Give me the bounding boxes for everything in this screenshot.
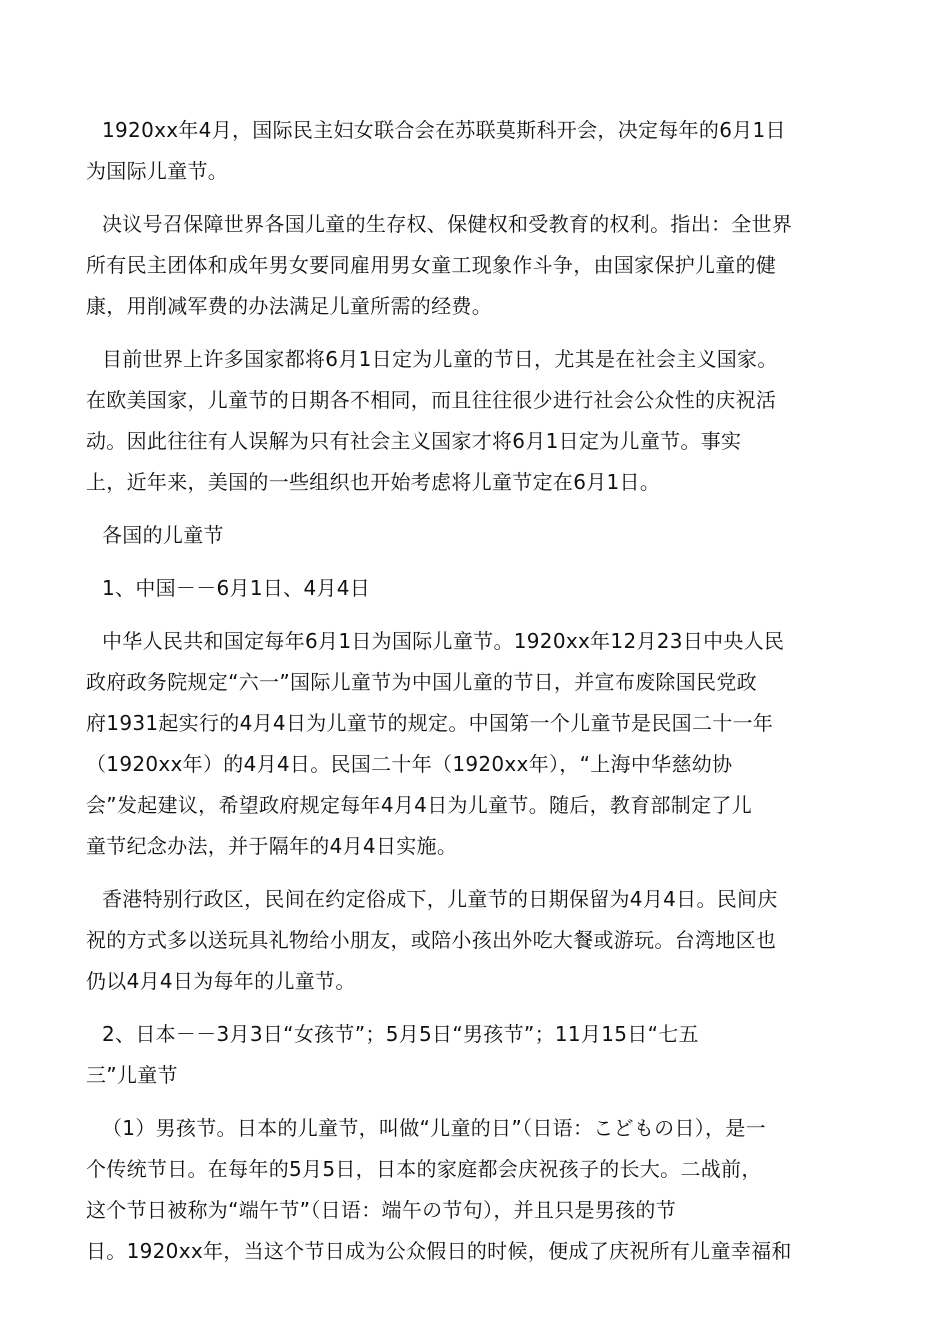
- paragraph-3: [86, 339, 866, 503]
- text-line: 香港特别行政区，民间在约定俗成下，儿童节的日期保留为4月4日。民间庆: [102, 887, 778, 911]
- text-line: 所有民主团体和成年男女要同雇用男女童工现象作斗争，由国家保护儿童的健: [86, 253, 777, 277]
- text-line: 中华人民共和国定每年6月1日为国际儿童节。1920xx年12月23日中央人民: [102, 629, 785, 653]
- paragraph-china: [86, 621, 866, 867]
- text-line: 决议号召保障世界各国儿童的生存权、保健权和受教育的权利。指出：全世界: [102, 212, 793, 236]
- text-line: 各国的儿童节: [102, 523, 224, 547]
- document-body: [86, 110, 866, 1284]
- text-line: （1）男孩节。日本的儿童节，叫做“儿童的日”（日语：こどもの日），是一: [102, 1116, 766, 1140]
- text-line: 上，近年来，美国的一些组织也开始考虑将儿童节定在6月1日。: [86, 470, 661, 494]
- text-line: 1920xx年4月，国际民主妇女联合会在苏联莫斯科开会，决定每年的6月1日: [102, 118, 786, 142]
- paragraph-hongkong: [86, 879, 866, 1002]
- text-line: 康，用削减军费的办法满足儿童所需的经费。: [86, 294, 492, 318]
- text-line: 仍以4月4日为每年的儿童节。: [86, 969, 356, 993]
- paragraph-japan-boys-day: [86, 1108, 866, 1272]
- paragraph-2: [86, 204, 866, 327]
- text-line: 目前世界上许多国家都将6月1日定为儿童的节日，尤其是在社会主义国家。: [102, 347, 778, 371]
- text-line: 会”发起建议，希望政府规定每年4月4日为儿童节。随后，教育部制定了儿: [86, 793, 753, 817]
- paragraph-1: [86, 110, 866, 192]
- text-line: 府1931起实行的4月4日为儿童节的规定。中国第一个儿童节是民国二十一年: [86, 711, 774, 735]
- text-line: 动。因此往往有人误解为只有社会主义国家才将6月1日定为儿童节。事实: [86, 429, 742, 453]
- text-line: 个传统节日。在每年的5月5日，日本的家庭都会庆祝孩子的长大。二战前，: [86, 1157, 762, 1181]
- text-line: 政府政务院规定“六一”国际儿童节为中国儿童的节日，并宣布废除国民党政: [86, 670, 757, 694]
- section-heading: [86, 515, 866, 556]
- text-line: 这个节日被称为“端午节”（日语：端午の节句），并且只是男孩的节: [86, 1198, 677, 1222]
- text-line: 在欧美国家，儿童节的日期各不相同，而且往往很少进行社会公众性的庆祝活: [86, 388, 777, 412]
- text-line: （1920xx年）的4月4日。民国二十年（1920xx年），“上海中华慈幼协: [86, 752, 733, 776]
- text-line: 三”儿童节: [86, 1063, 178, 1087]
- subsection-heading-china: [86, 568, 866, 609]
- text-line: 祝的方式多以送玩具礼物给小朋友，或陪小孩出外吃大餐或游玩。台湾地区也: [86, 928, 777, 952]
- text-line: 1、中国－－6月1日、4月4日: [102, 576, 371, 600]
- subsection-heading-japan: [86, 1014, 866, 1096]
- text-line: 日。1920xx年，当这个节日成为公众假日的时候，便成了庆祝所有儿童幸福和: [86, 1239, 792, 1263]
- text-line: 为国际儿童节。: [86, 159, 229, 183]
- text-line: 童节纪念办法，并于隔年的4月4日实施。: [86, 834, 458, 858]
- text-line: 2、日本－－3月3日“女孩节”；5月5日“男孩节”；11月15日“七五: [102, 1022, 699, 1046]
